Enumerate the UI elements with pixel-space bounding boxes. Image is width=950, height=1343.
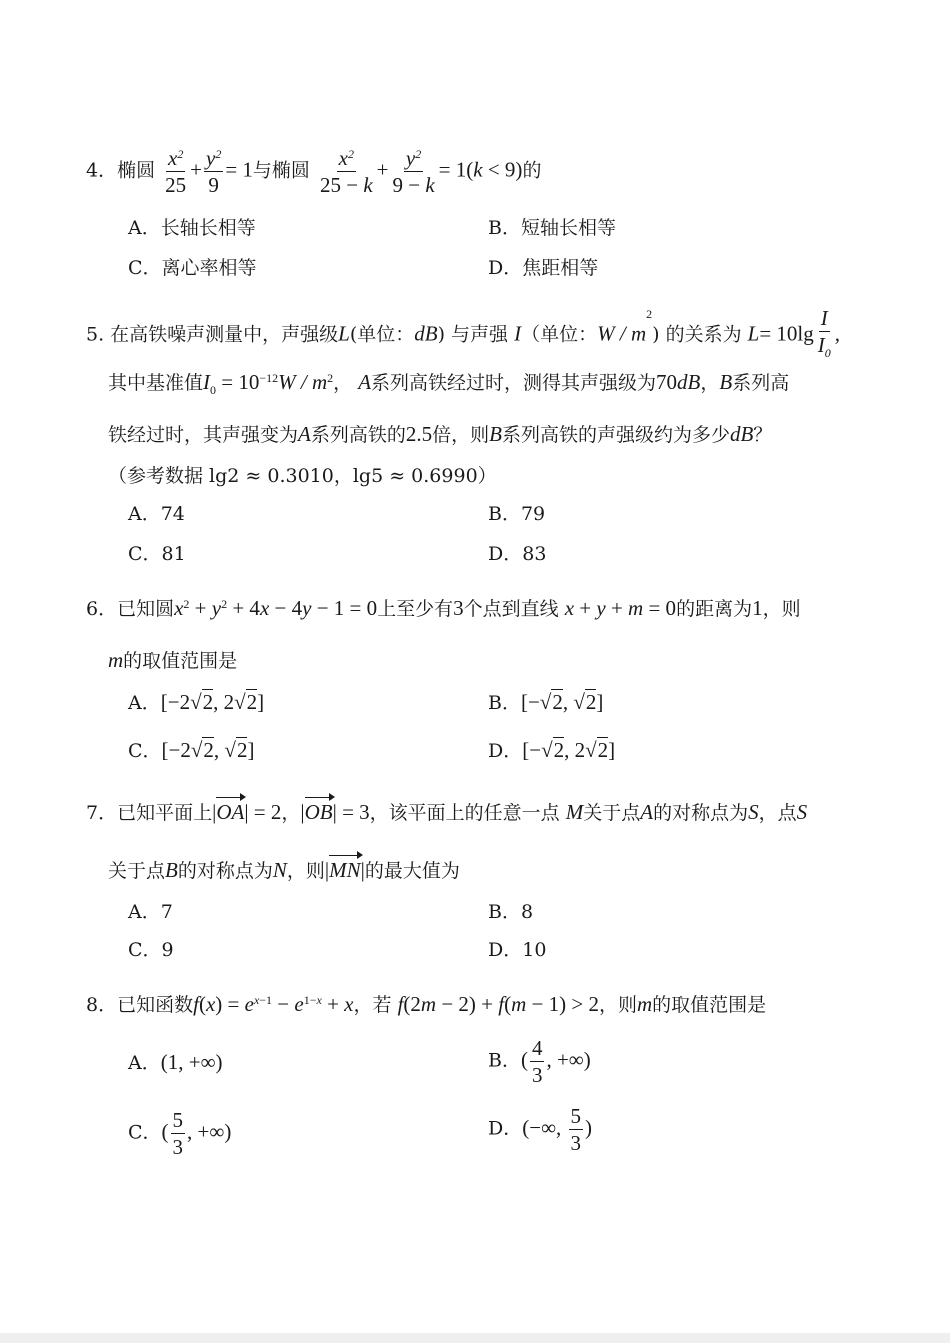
q5-option-a[interactable]: A．74 <box>128 503 185 525</box>
q7-option-b[interactable]: B．8 <box>488 901 534 923</box>
q4-frac-x25k: $\frac{x^2}{25 - k}$ <box>319 146 373 197</box>
q6-option-d[interactable]: D．[−√2, 2√2] <box>488 738 616 762</box>
q7-stem-line2: 关于点B的对称点为N，则|MN|的最大值为 <box>108 858 460 882</box>
q4-option-c[interactable]: C．离心率相等 <box>128 257 257 279</box>
q8-stem: 8．已知函数$f(x) = e^{x-1} - e^{1-x} + x$，若 f(2m − 2) + f(m − 1) > 2，则m的取值范围是 <box>86 992 767 1016</box>
q5-reference-data: （参考数据 lg2 ≈ 0.3010，lg5 ≈ 0.6990） <box>108 465 497 487</box>
q4-option-d[interactable]: D．焦距相等 <box>488 257 599 279</box>
q7-option-c[interactable]: C．9 <box>128 939 174 961</box>
q5-option-d[interactable]: D．83 <box>488 543 547 565</box>
q8-option-a[interactable]: A．(1, +∞) <box>128 1050 223 1074</box>
q4-stem: 4．椭圆 $\frac{x^2}{25}$ + $\frac{y^2}{9}$ = 1与椭圆 $\frac{x^2}{25 - k}$ + $\frac{y^2}{9 - k}$ = 1(k < 9)的 <box>86 146 542 197</box>
q5-stem-line2: 其中基准值$I_0 = 10^{-12}W / m^2$， A系列高铁经过时，测得其声强级为70dB，B系列高 <box>108 370 790 398</box>
q5-option-b[interactable]: B．79 <box>488 503 546 525</box>
q4-frac-x25: $\frac{x^2}{25}$ <box>165 146 187 197</box>
q6-stem-line2: m的取值范围是 <box>108 648 238 672</box>
q7-stem-line1: 7．已知平面上|OA| = 2，|OB| = 3，该平面上的任意一点 M关于点A的对称点为S，点S <box>86 800 808 824</box>
q7-option-a[interactable]: A．7 <box>128 901 173 923</box>
q4-option-a[interactable]: A．长轴长相等 <box>128 217 256 239</box>
q4-frac-y9: $\frac{y^2}{9}$ <box>206 146 222 197</box>
q8-option-b[interactable]: B．( $\frac{4}{3}$ , +∞) <box>488 1036 591 1087</box>
q8-frac-4-3: $\frac{4}{3}$ <box>531 1036 543 1087</box>
page-bottom-edge <box>0 1333 950 1343</box>
q5-stem-line3: 铁经过时，其声强变为A系列高铁的2.5倍，则B系列高铁的声强级约为多少dB？ <box>108 422 773 446</box>
q5-option-c[interactable]: C．81 <box>128 543 186 565</box>
q5-stem-line1: 5. 在高铁噪声测量中，声强级L(单位：dB) 与声强 I（单位：W / $m^2$) 的关系为 L= 10lg $\frac{I}{I_0}$ , <box>86 306 840 365</box>
q6-option-c[interactable]: C．[−2√2, √2] <box>128 738 255 762</box>
q8-option-d[interactable]: D．(−∞, $\frac{5}{3}$ ) <box>488 1104 593 1155</box>
q8-frac-5-3-c: $\frac{5}{3}$ <box>172 1108 184 1159</box>
q8-frac-5-3-d: $\frac{5}{3}$ <box>570 1104 582 1155</box>
q4-option-b[interactable]: B．短轴长相等 <box>488 217 616 239</box>
q6-stem-line1: 6．已知圆$x^2 + y^2 + 4x - 4y - 1 = 0$上至少有3个点到直线 x + y + m = 0的距离为1，则 <box>86 596 801 620</box>
q6-option-a[interactable]: A．[−2√2, 2√2] <box>128 690 265 714</box>
q7-option-d[interactable]: D．10 <box>488 939 547 961</box>
q8-option-c[interactable]: C．( $\frac{5}{3}$ , +∞) <box>128 1108 232 1159</box>
q4-frac-y9k: $\frac{y^2}{9 - k}$ <box>392 146 435 197</box>
q6-option-b[interactable]: B．[−√2, √2] <box>488 690 604 714</box>
q5-frac-I-I0: $\frac{I}{I_0}$ <box>817 306 831 361</box>
